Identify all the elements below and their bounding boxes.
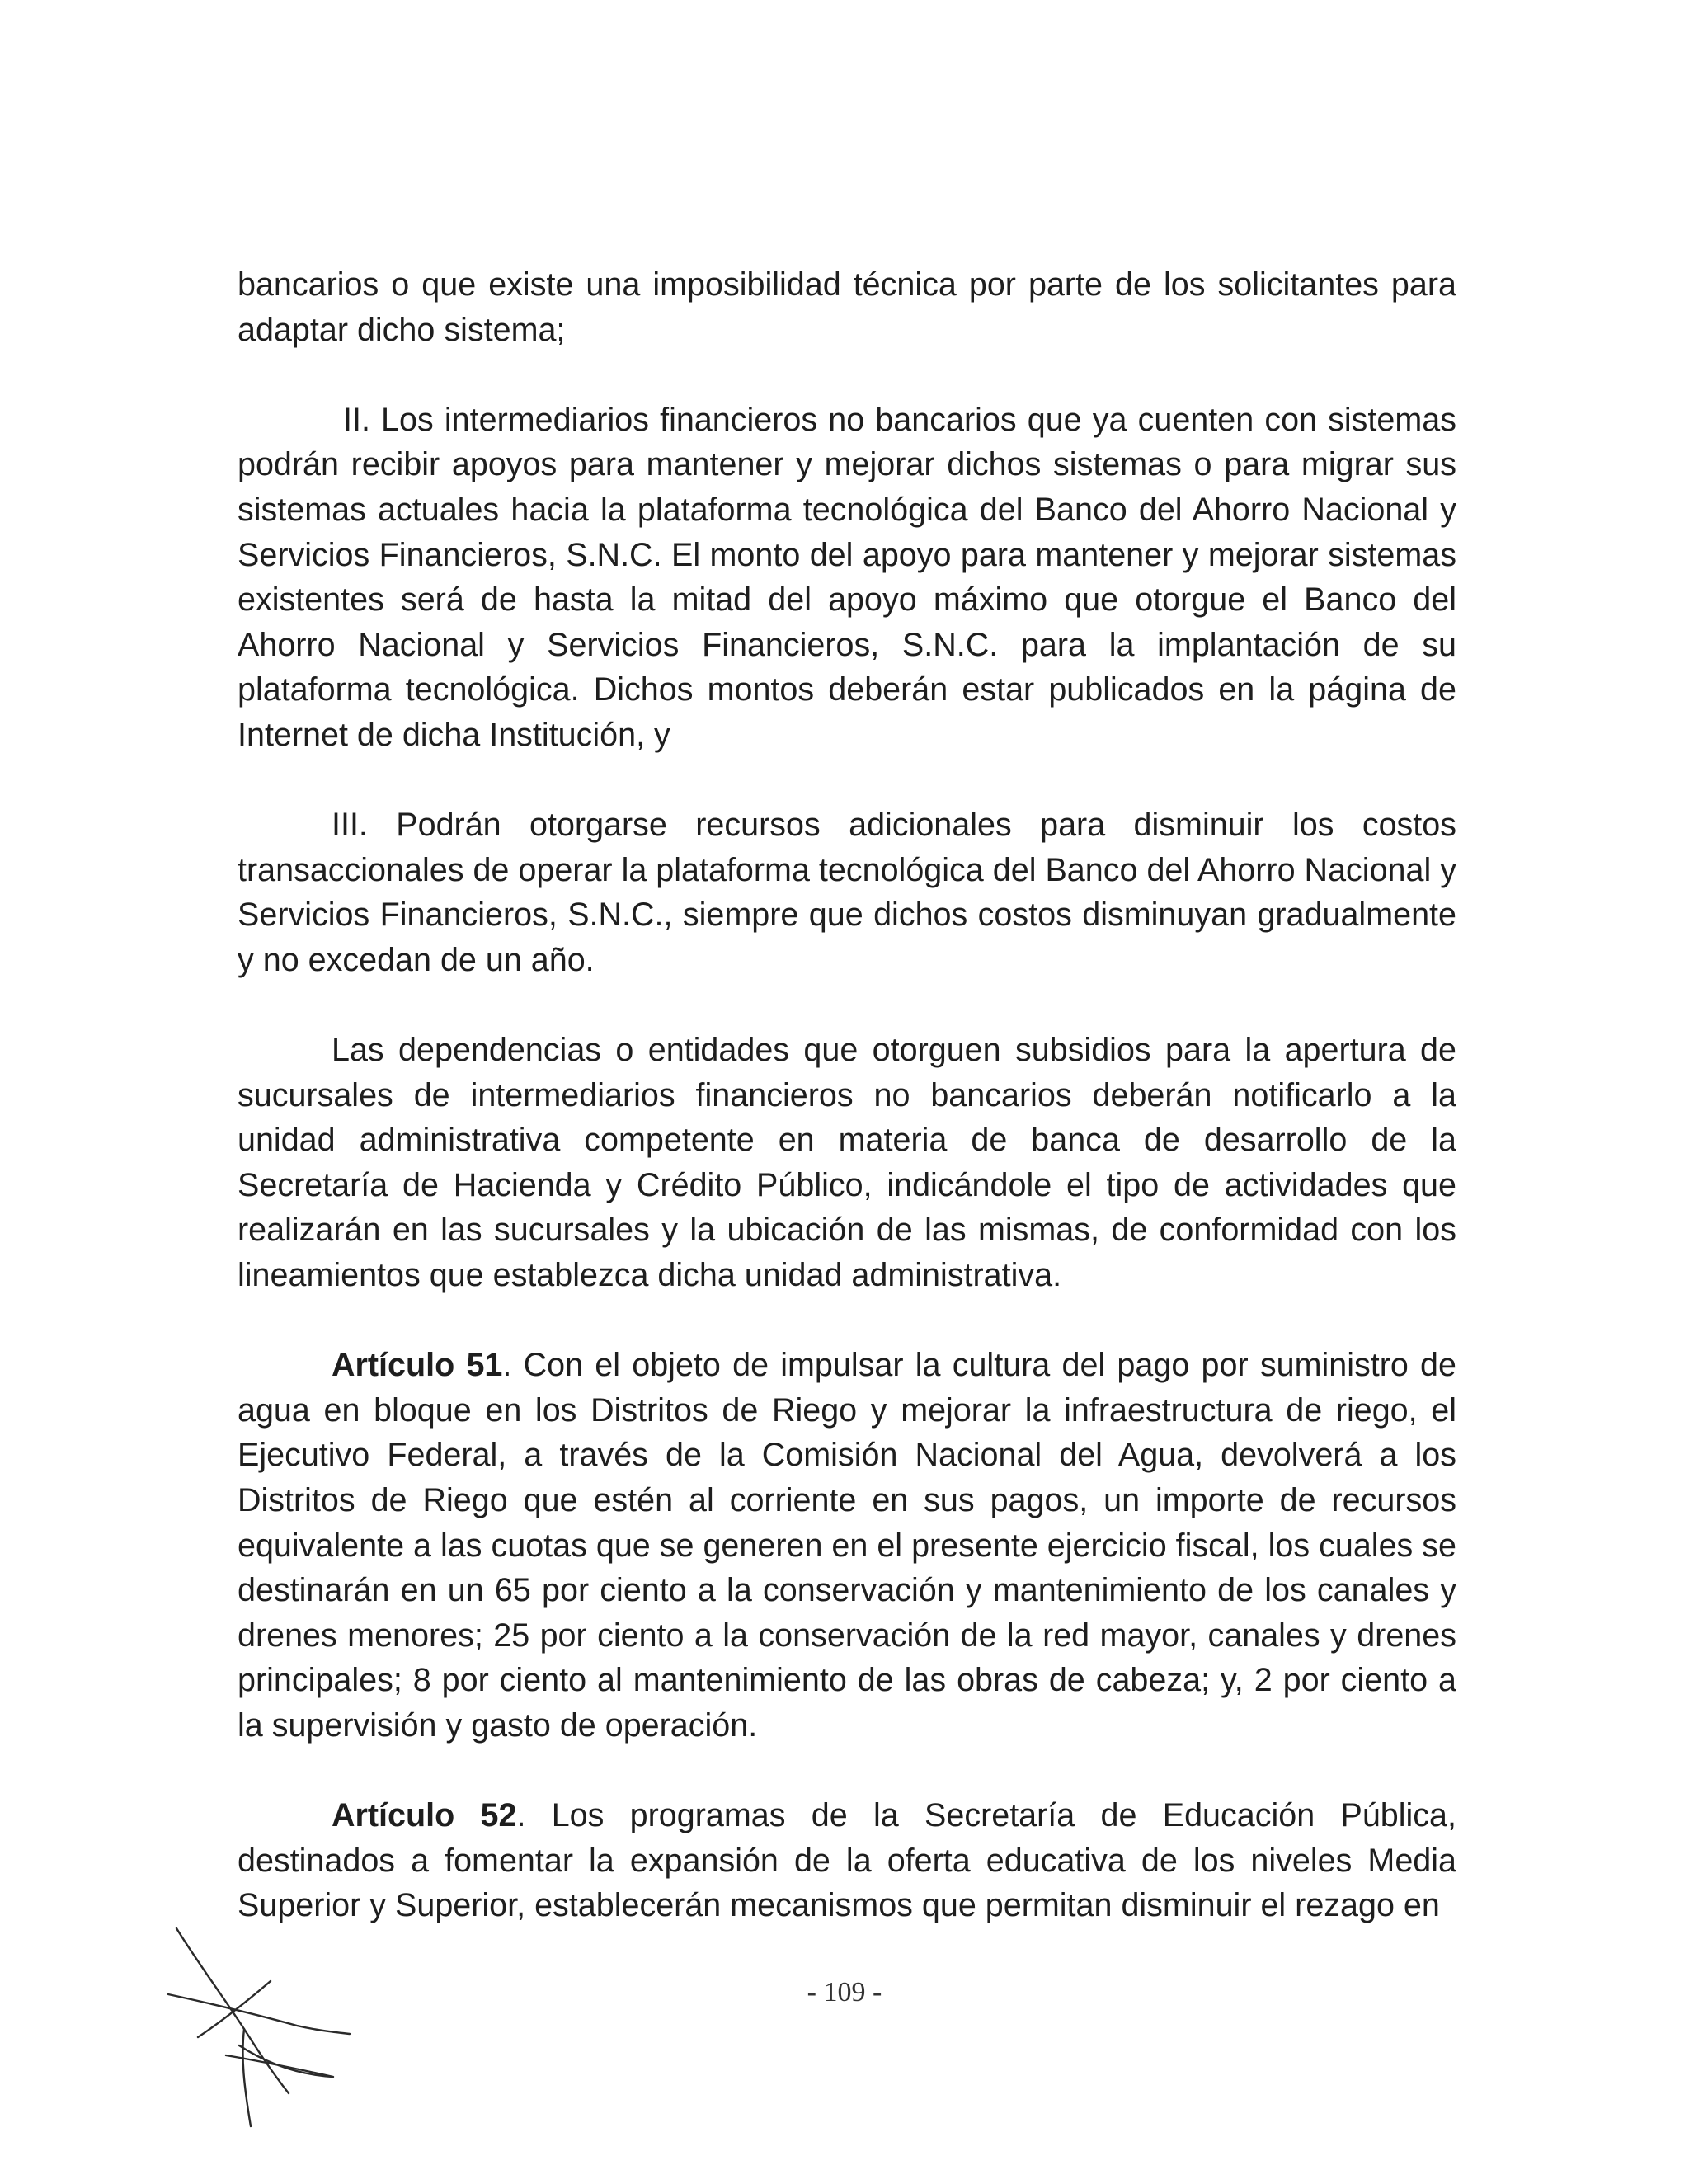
paragraph-text: II. Los intermediarios financieros no bancarios que ya cuenten con sistemas podrán recibir apoyos para mantener y mejorar dichos sistemas o para migrar sus sistemas actuales hacia la plataforma tecnológica del Banco del Ahorro Nacional y Servicios Financieros, S.N.C. El monto del apoyo para mantener y mejorar sistemas existentes será de hasta la mitad del apoyo máximo que otorgue el Banco del Ahorro Nacional y Servicios Financieros, S.N.C. para la implantación de su plataforma tecnológica. Dichos montos deberán estar publicados en la página de Internet de dicha Institución, y [238, 401, 1456, 753]
paragraph-articulo-51 [238, 1343, 1456, 1748]
paragraph-text: . Con el objeto de impulsar la cultura del pago por suministro de agua en bloque en los Distritos de Riego y mejorar la infraestructura de riego, el Ejecutivo Federal, a través de la Comisión Nacional del Agua, devolverá a los Distritos de Riego que estén al corriente en sus pagos, un importe de recursos equivalente a las cuotas que se generen en el presente ejercicio fiscal, los cuales se destinarán en un 65 por ciento a la conservación y mantenimiento de los canales y drenes menores; 25 por ciento a la conservación de la red mayor, canales y drenes principales; 8 por ciento al mantenimiento de las obras de cabeza; y, 2 por ciento a la supervisión y gasto de operación. [238, 1347, 1456, 1744]
signature-mark [165, 1913, 355, 2136]
paragraph-fraction-ii [238, 398, 1456, 758]
paragraph-text: bancarios o que existe una imposibilidad técnica por parte de los solicitantes para adaptar dicho sistema; [238, 266, 1456, 348]
paragraph-continuation [238, 262, 1456, 352]
paragraph-text: . Los programas de la Secretaría de Educación Pública, destinados a fomentar la expansión de la oferta educativa de los niveles Media Superior y Superior, establecerán mecanismos que permitan disminuir el rezago en [238, 1797, 1456, 1924]
paragraph-text: III. Podrán otorgarse recursos adicionales para disminuir los costos transaccionales de operar la plataforma tecnológica del Banco del Ahorro Nacional y Servicios Financieros, S.N.C., siempre que dichos costos disminuyan gradualmente y no excedan de un año. [238, 807, 1456, 978]
article-heading: Artículo 51 [332, 1347, 503, 1384]
article-heading: Artículo 52 [332, 1797, 517, 1834]
page-number: - 109 - [807, 1977, 882, 2007]
paragraph-fraction-iii [238, 803, 1456, 982]
paragraph-text: Las dependencias o entidades que otorguen subsidios para la apertura de sucursales de intermediarios financieros no bancarios deberán notificarlo a la unidad administrativa competente en materia de banca de desarrollo de la Secretaría de Hacienda y Crédito Público, indicándole el tipo de actividades que realizarán en las sucursales y la ubicación de las mismas, de conformidad con los lineamientos que establezca dicha unidad administrativa. [238, 1032, 1456, 1294]
paragraph-articulo-52 [238, 1793, 1456, 1928]
body-text [238, 262, 1456, 1928]
paragraph-dependencias [238, 1028, 1456, 1298]
